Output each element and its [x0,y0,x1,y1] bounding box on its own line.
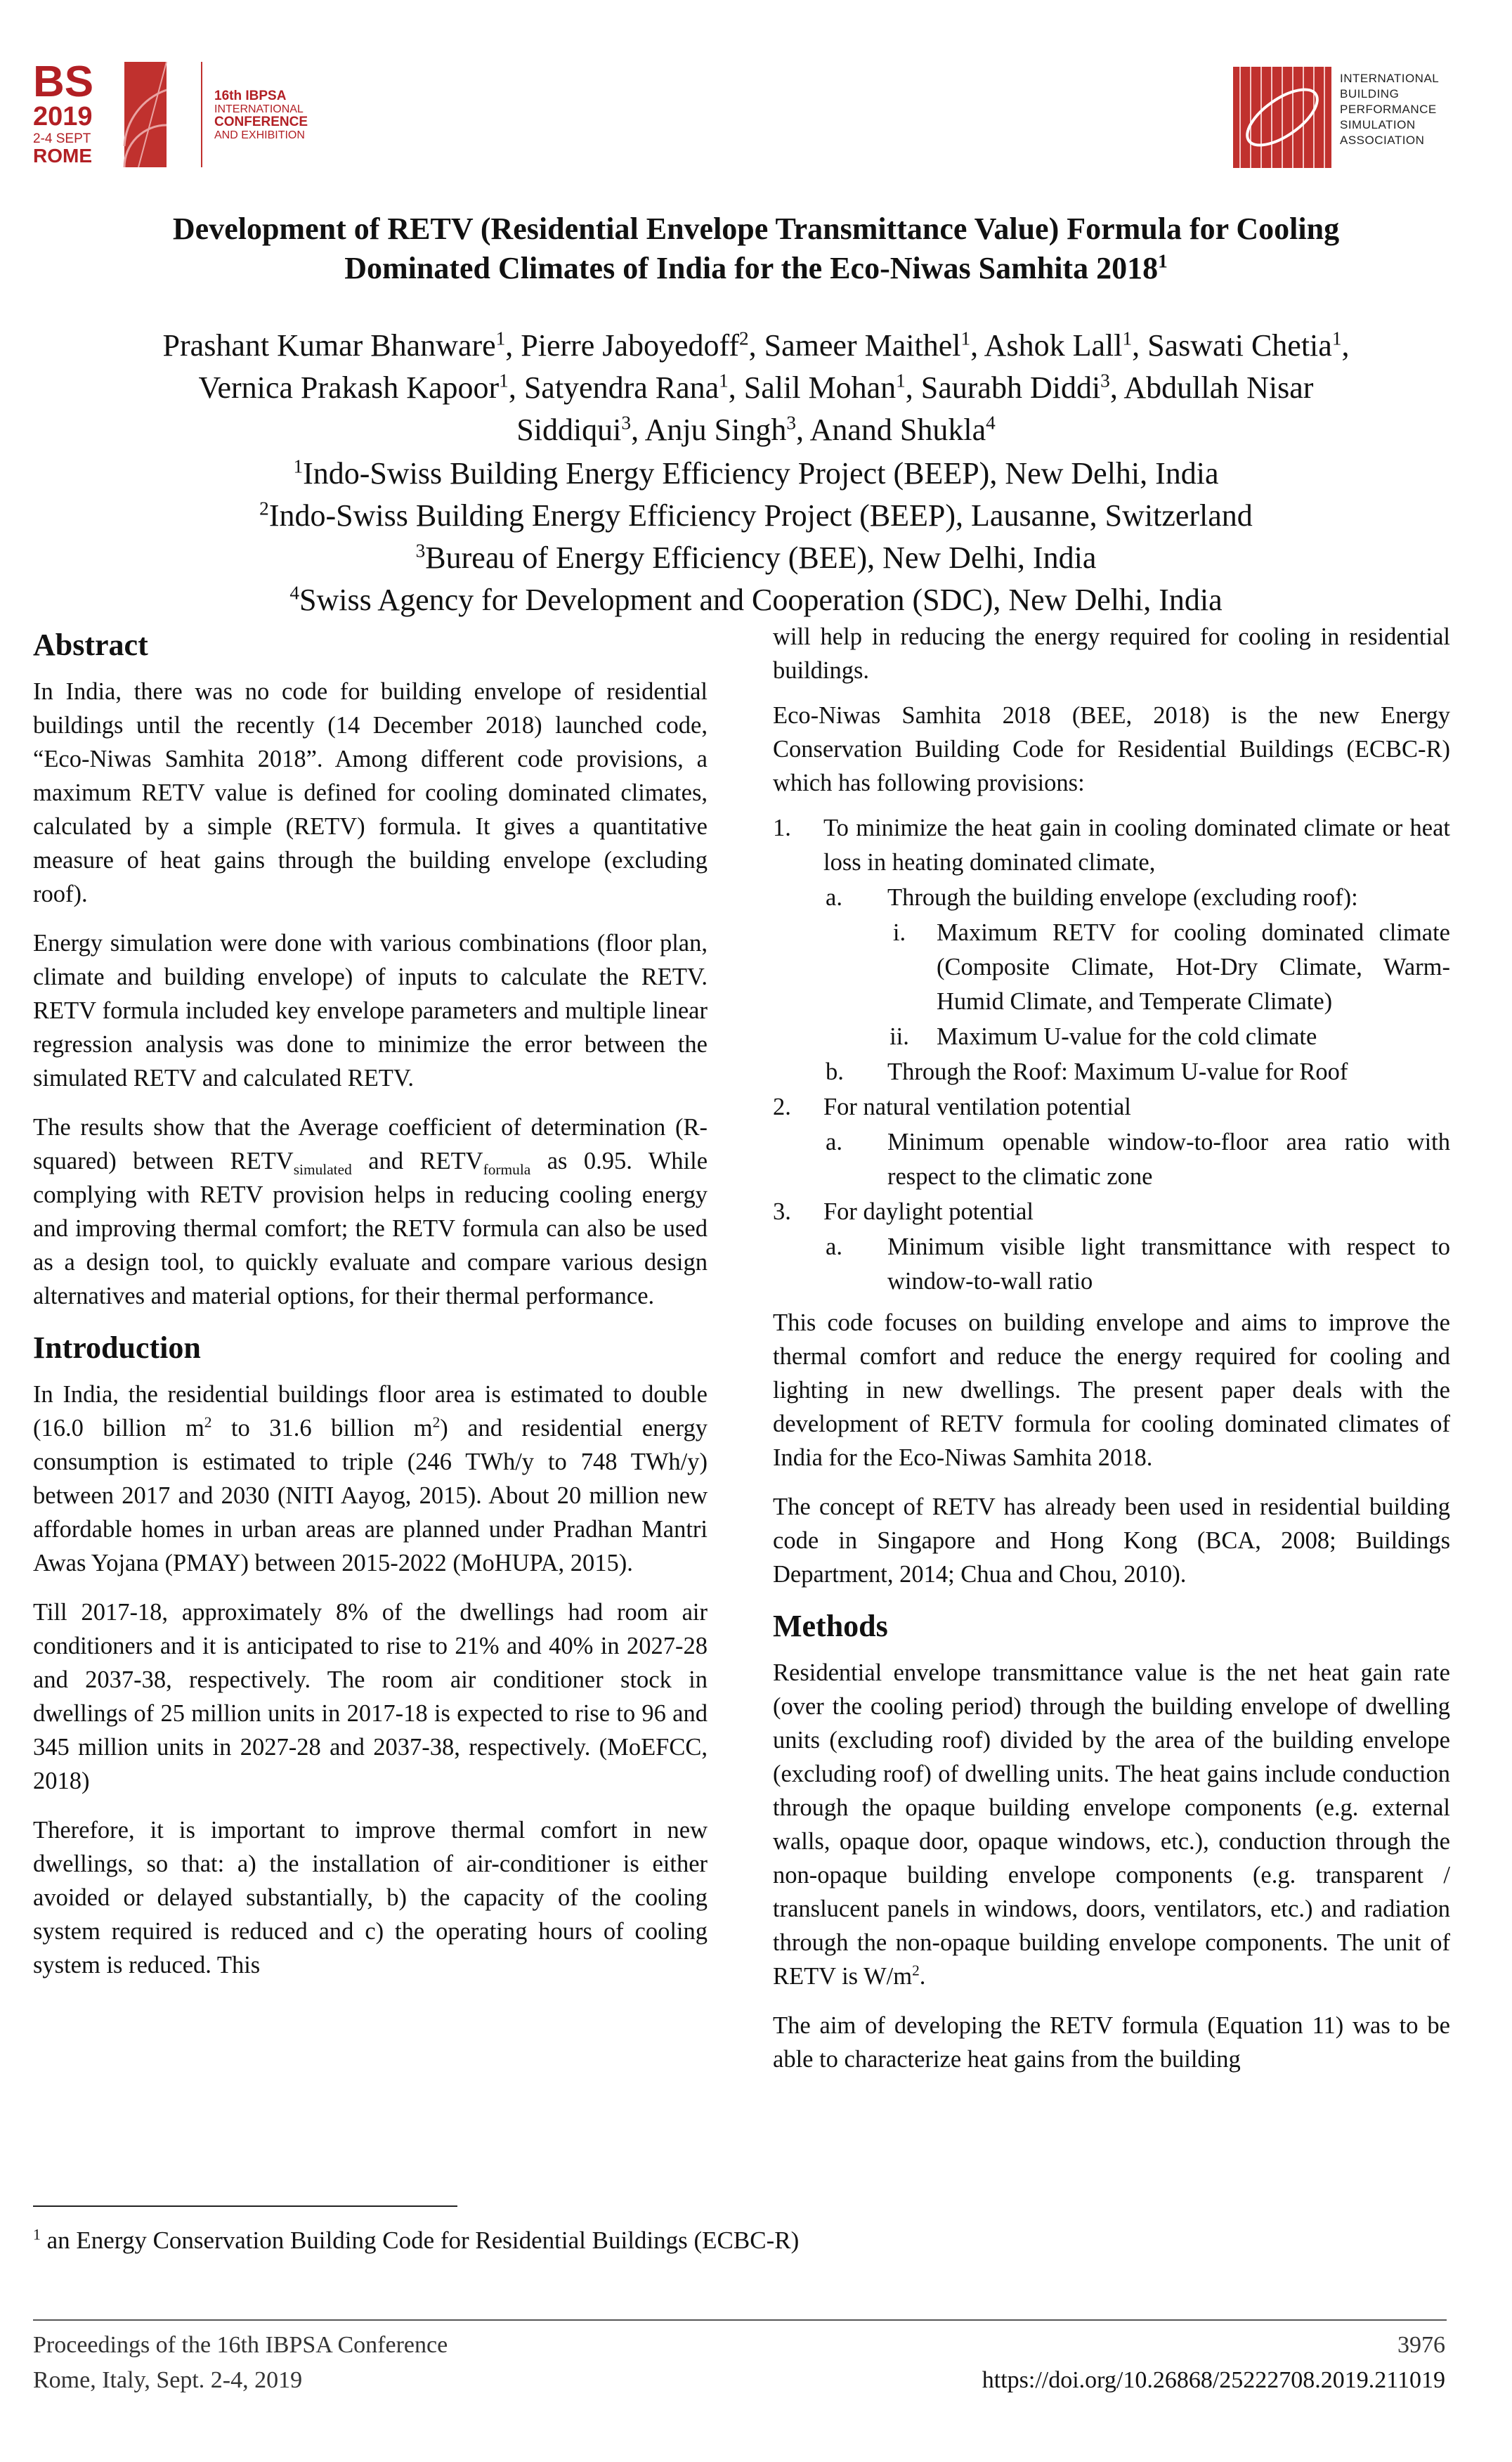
affiliation-text: Indo-Swiss Building Energy Efficiency Project (BEEP), Lausanne, Switzerland [268,498,1253,533]
superscript-2: 2 [432,1413,441,1431]
continuation-paragraph: will help in reducing the energy required for cooling in residential buildings. [773,623,1450,684]
code-focus-paragraph: This code focuses on building envelope and aims to improve the thermal comfort and reduce the energy required for cooling and lighting in new dwellings. The present paper deals with the development of RETV formula for cooling dominated climates of India for the Eco-Niwas Samhita 2018. [773,1309,1450,1471]
introduction-paragraph-1 [33,1378,708,1580]
author-name: Salil Mohan [743,370,897,405]
author-separator: , [1341,328,1350,363]
author-affiliation-mark: 1 [896,370,906,391]
list-number: i. [892,919,906,946]
list-number: a. [826,884,842,911]
list-item [773,881,1450,915]
list-text: Through the Roof: Maximum U-value for Roof [887,1058,1348,1085]
footer-divider [33,2319,1447,2321]
ibpsa-line3: PERFORMANCE [1340,103,1437,116]
bs-logo-letters: BS [33,58,94,106]
list-number: a. [826,1129,842,1155]
title-line-2: Dominated Climates of India for the Eco-Niwas Samhita 2018 [344,251,1159,285]
footnote-divider [33,2205,457,2207]
abstract-paragraph-2: Energy simulation were done with various combinations (floor plan, climate and building envelope) of inputs to calculate the RETV. RETV formula included key envelope parameters and multiple linear regression analysis was done to minimize the error between the simulated RETV and calculated RETV. [33,930,708,1091]
methods-heading: Methods [773,1609,888,1643]
retv-concept-paragraph: The concept of RETV has already been used in residential building code in Singapore and Hong Kong (BCA, 2008; Buildings Department, 2014; Chua and Chou, 2010). [773,1494,1450,1588]
author-name: Sameer Maithel [764,328,961,363]
author-separator: , [970,328,984,363]
affiliation-mark: 1 [293,455,304,477]
affiliation-3 [42,537,1470,579]
intro-p1-part-c: ) and residential energy consumption is estimated to triple (246 TWh/y to 748 TWh/y) between 2017 and 2030 (NITI Aayog, 2015). About 20 million new affordable homes in urban areas are planned under Pradhan Mantri Awas Yojana (PMAY) between 2015-2022 (MoHUPA, 2015). [33,1415,708,1576]
bs-logo-conference-text [214,90,308,142]
affiliation-2 [42,495,1470,537]
list-text: To minimize the heat gain in cooling dominated climate or heat loss in heating dominated climate, [823,815,1450,876]
author-name: Prashant Kumar Bhanware [162,328,496,363]
provisions-list [773,811,1450,1299]
affiliation-mark: 2 [259,498,269,519]
list-text: Minimum openable window-to-floor area ratio with respect to the climatic zone [887,1129,1450,1190]
list-text: For natural ventilation potential [823,1094,1131,1120]
left-column [33,626,708,1997]
ibpsa-line4: SIMULATION [1340,118,1416,131]
author-name: Abdullah Nisar [1123,370,1314,405]
list-number: 2. [773,1094,791,1120]
author-separator: , [631,413,645,447]
list-text: Minimum visible light transmittance with respect to window-to-wall ratio [887,1233,1450,1295]
footer-line-1: Proceedings of the 16th IBPSA Conference [33,2332,448,2358]
bs-conf-line3: CONFERENCE [214,115,308,129]
affiliation-text: Indo-Swiss Building Energy Efficiency Project (BEEP), New Delhi, India [303,456,1219,491]
list-text: Maximum U-value for the cold climate [937,1023,1317,1050]
intro-p1-part-b: to 31.6 billion m [211,1415,433,1441]
abstract-paragraph-3 [33,1110,708,1313]
intro-p1-part-a: In India, the residential buildings floor area is estimated to double (16.0 billion m [33,1381,708,1441]
list-number: 3. [773,1198,791,1225]
author-separator: , [1132,328,1148,363]
bs-logo-city: ROME [33,145,92,167]
list-number: b. [826,1058,844,1085]
footnote-text: an Energy Conservation Building Code for Residential Buildings (ECBC-R) [40,2227,800,2254]
author-name: Saswati Chetia [1147,328,1332,363]
bs-conf-line1: 16th IBPSA [214,89,287,103]
abstract-p3-part-b: and RETV [351,1148,483,1174]
bs-conf-line4: AND EXHIBITION [214,129,305,141]
methods-paragraph-2: The aim of developing the RETV formula (Equation 11) was to be able to characterize heat gains from the building [773,2012,1450,2073]
list-item [773,1125,1450,1194]
ibpsa-line1: INTERNATIONAL [1340,72,1440,85]
list-item [773,1055,1450,1089]
page-number: 3976 [1397,2332,1445,2358]
list-item [773,1020,1450,1054]
author-affiliation-mark: 1 [1331,328,1342,349]
ibpsa-logo [1233,67,1458,169]
author-affiliation-mark: 4 [986,412,996,434]
methods-p1-part-a: Residential envelope transmittance value is the net heat gain rate (over the cooling period) through the building envelope of dwelling units (excluding roof) divided by the area of the building envelope (excluding roof) of dwelling units. The heat gains include conduction through the opaque building envelope components (e.g. external walls, opaque door, opaque windows, etc.), conduction through the non-opaque building envelope components (e.g. transparent / translucent panels in windows, doors, ventilators, etc.) and radiation through the non-opaque building envelope components. The unit of RETV is W/m [773,1659,1450,1990]
affiliation-mark: 4 [289,582,299,604]
introduction-paragraph-2: Till 2017-18, approximately 8% of the dwellings had room air conditioners and it is anticipated to rise to 21% and 40% in 2027-28 and 2037-38, respectively. The room air conditioner stock in dwellings of 25 million units in 2017-18 is expected to rise to 96 and 345 million units in 2027-28 and 2037-38, respectively. (MoEFCC, 2018) [33,1599,708,1794]
title-footnote-mark: 1 [1158,250,1168,272]
introduction-heading: Introduction [33,1330,201,1365]
list-text: Maximum RETV for cooling dominated climate (Composite Climate, Hot-Dry Climate, Warm-Humid Climate, and Temperate Climate) [937,919,1450,1015]
author-separator: , [508,370,524,405]
list-number: 1. [773,815,791,841]
author-name: Siddiqui [516,413,622,447]
list-item [773,1090,1450,1125]
list-text: Through the building envelope (excluding roof): [887,884,1358,911]
affiliation-1 [42,453,1470,495]
doi-link[interactable]: https://doi.org/10.26868/25222708.2019.211019 [982,2367,1445,2393]
subscript-formula: formula [483,1160,531,1178]
superscript-2: 2 [204,1413,212,1431]
author-affiliation-mark: 3 [621,412,632,434]
bs-logo-dates: 2-4 SEPT [33,131,91,146]
abstract-p3-part-c: as 0.95. While complying with RETV provision helps in reducing cooling energy and improving thermal comfort; the RETV formula can also be used as a design tool, to quickly evaluate and compare various design alternatives and material options, for their thermal performance. [33,1148,708,1309]
author-separator: , [505,328,521,363]
author-affiliation-mark: 3 [1100,370,1110,391]
right-column [773,620,1450,2092]
author-name: Saurabh Diddi [920,370,1101,405]
subscript-simulated: simulated [293,1160,352,1178]
paper-title [42,209,1470,288]
author-affiliation-mark: 2 [739,328,749,349]
author-affiliation-mark: 1 [1122,328,1133,349]
affiliation-text: Swiss Agency for Development and Cooperation (SDC), New Delhi, India [299,583,1223,617]
list-text: For daylight potential [823,1198,1034,1225]
abstract-paragraph-1: In India, there was no code for building envelope of residential buildings until the recently (14 December 2018) launched code, “Eco-Niwas Samhita 2018”. Among different code provisions, a maximum RETV value is defined for cooling dominated climates, calculated by a simple (RETV) formula. It gives a quantitative measure of heat gains through the building envelope (excluding roof). [33,678,708,907]
affiliation-mark: 3 [415,540,426,562]
author-list [42,325,1470,451]
abstract-p3-part-a: The results show that the Average coefficient of determination (R-squared) between RETV [33,1114,708,1174]
author-separator: , [728,370,744,405]
footnote [33,2224,799,2257]
author-name: Vernica Prakash Kapoor [198,370,500,405]
author-separator: , [1109,370,1124,405]
eco-niwas-paragraph: Eco-Niwas Samhita 2018 (BEE, 2018) is the new Energy Conservation Building Code for Residential Buildings (ECBC-R) which has following provisions: [773,702,1450,796]
author-affiliation-mark: 1 [719,370,729,391]
author-name: Ashok Lall [984,328,1123,363]
list-item [773,916,1450,1019]
superscript-2: 2 [912,1962,920,1979]
conference-logo [33,58,308,169]
author-name: Satyendra Rana [523,370,719,405]
list-item [773,811,1450,880]
list-number: ii. [889,1023,909,1050]
ibpsa-logo-text [1340,71,1439,148]
affiliation-text: Bureau of Energy Efficiency (BEE), New Delhi, India [425,540,1097,575]
ibpsa-line2: BUILDING [1340,87,1400,101]
abstract-heading: Abstract [33,628,148,662]
author-affiliation-mark: 3 [786,412,796,434]
author-affiliation-mark: 1 [499,370,509,391]
footer-line-2: Rome, Italy, Sept. 2-4, 2019 [33,2367,303,2393]
author-affiliation-mark: 1 [495,328,506,349]
footnote-mark: 1 [33,2226,41,2243]
author-name: Anand Shukla [809,413,986,447]
methods-p1-part-b: . [919,1963,926,1990]
author-separator: , [795,413,810,447]
list-number: a. [826,1233,842,1260]
author-affiliation-mark: 1 [960,328,971,349]
title-line-1: Development of RETV (Residential Envelope Transmittance Value) Formula for Cooling [172,212,1340,246]
ibpsa-logo-graphic [1233,67,1331,168]
author-name: Pierre Jaboyedoff [521,328,740,363]
list-item [773,1195,1450,1229]
affiliation-4 [42,579,1470,621]
list-item [773,1230,1450,1299]
ibpsa-line5: ASSOCIATION [1340,134,1425,147]
bs-conf-line2: INTERNATIONAL [214,103,304,115]
methods-paragraph-1 [773,1656,1450,1993]
bs-logo-year: 2019 [33,102,93,131]
introduction-paragraph-3: Therefore, it is important to improve thermal comfort in new dwellings, so that: a) the installation of air-conditioner is either avoided or delayed substantially, b) the capacity of the cooling system required is reduced and c) the operating hours of cooling system is reduced. This [33,1817,708,1978]
author-separator: , [748,328,764,363]
author-name: Anju Singh [644,413,787,447]
author-separator: , [905,370,921,405]
footer-proceedings [33,2328,448,2398]
